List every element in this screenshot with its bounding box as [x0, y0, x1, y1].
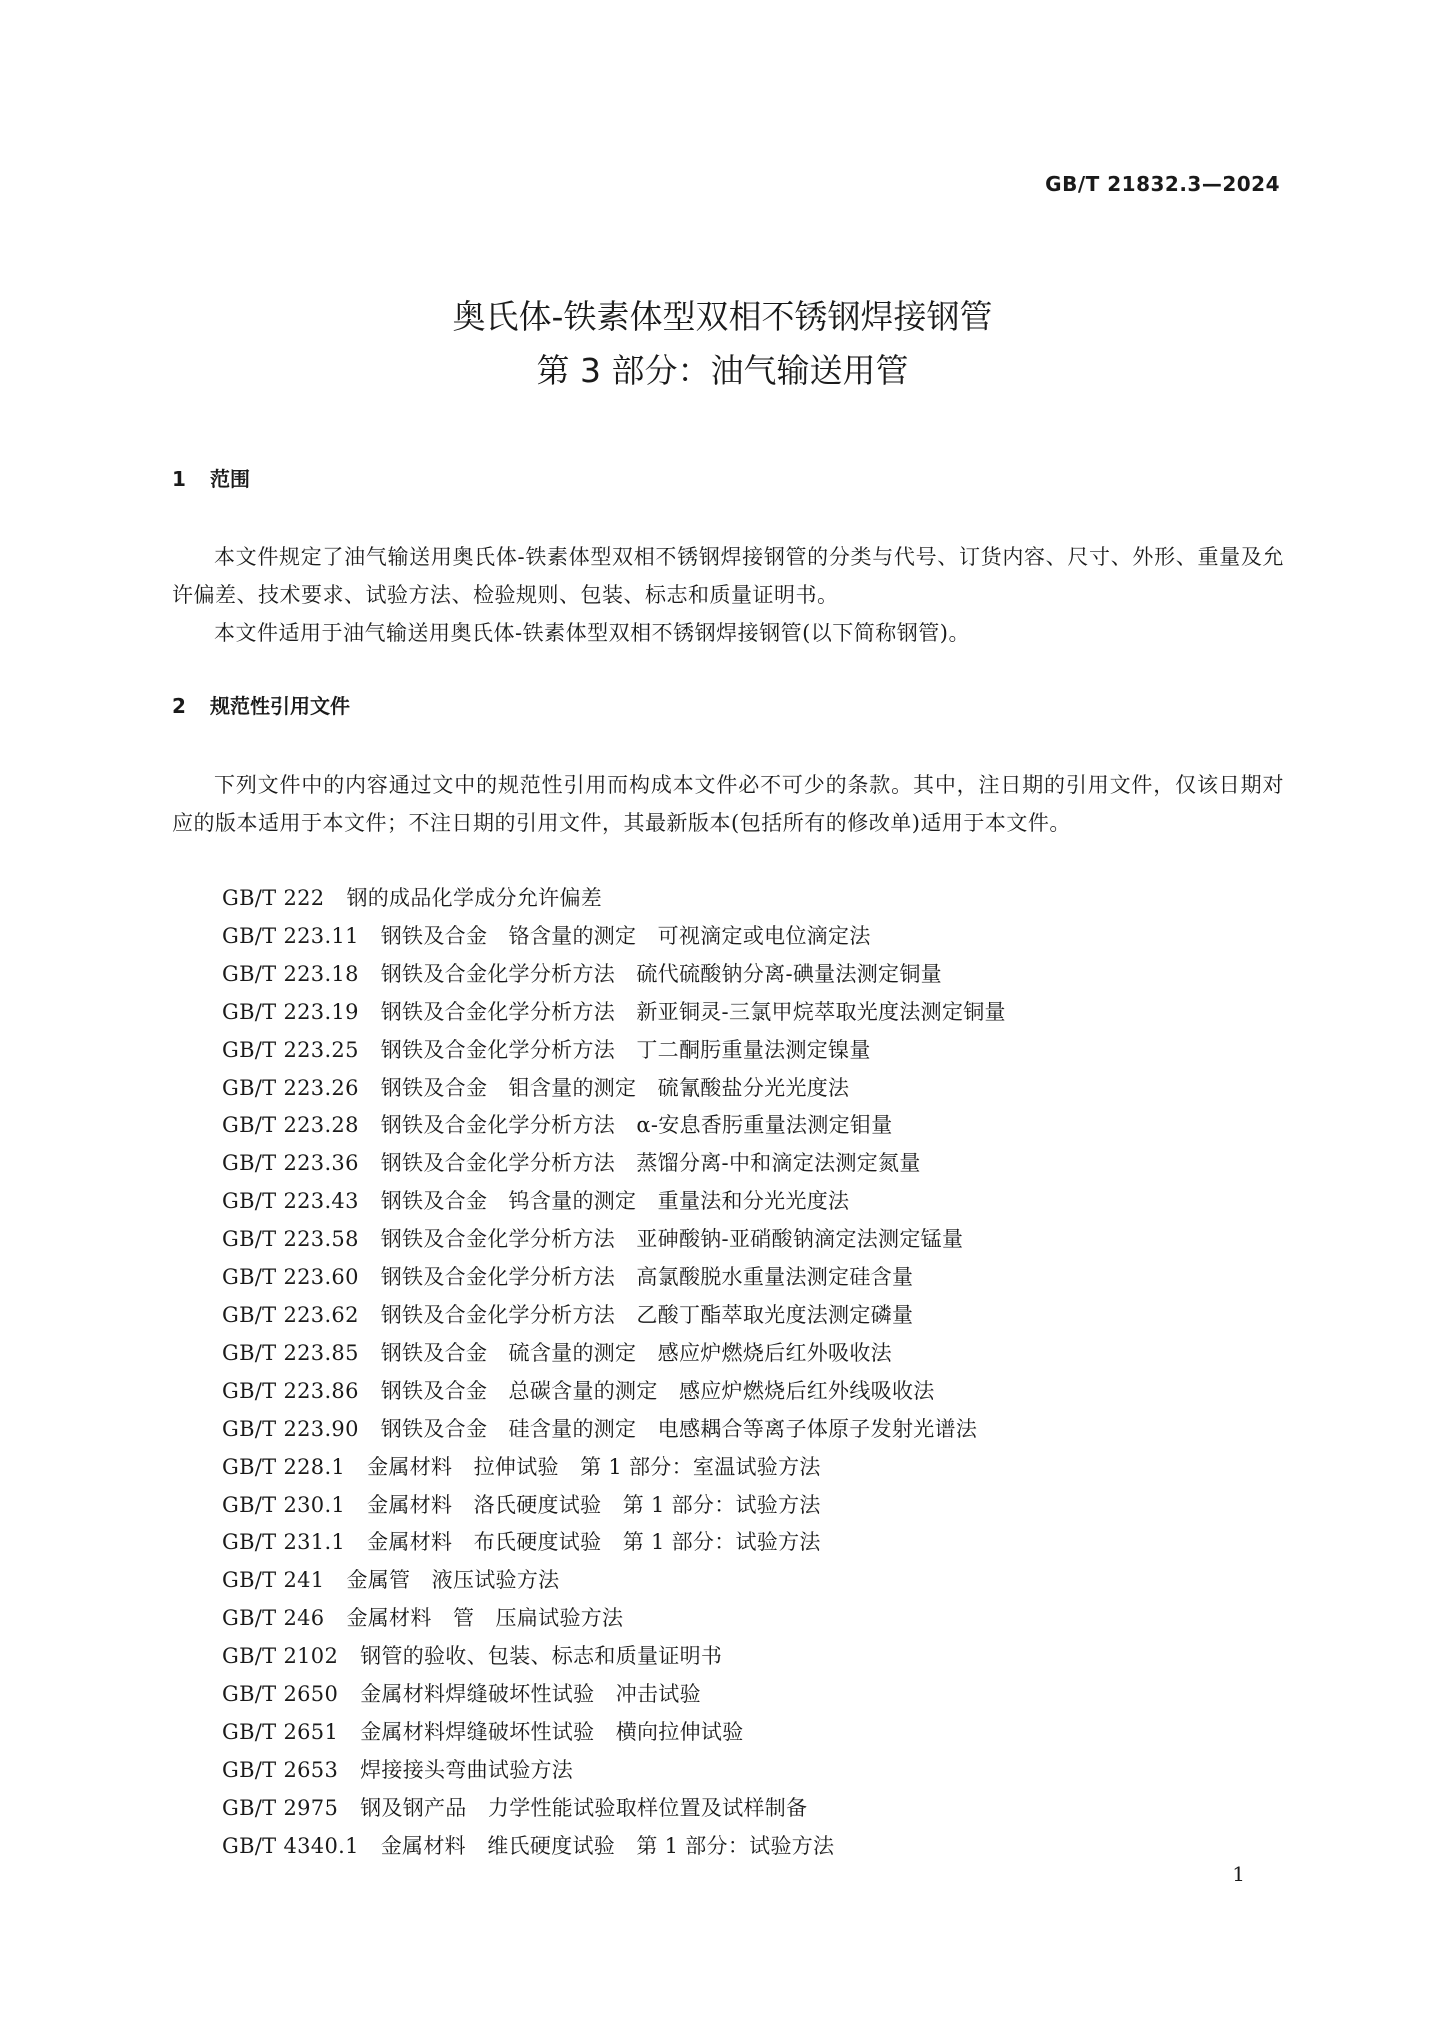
- reference-list: [222, 880, 1006, 1866]
- reference-code: GB/T 246: [222, 1606, 325, 1631]
- reference-title: 钢铁及合金 硅含量的测定 电感耦合等离子体原子发射光谱法: [380, 1416, 978, 1441]
- section-heading-normative-references: [172, 692, 350, 720]
- reference-title: 金属材料 管 压扁试验方法: [346, 1606, 624, 1631]
- reference-title: 金属材料 拉伸试验 第 1 部分：室温试验方法: [367, 1454, 821, 1479]
- reference-item: [222, 1562, 1006, 1600]
- reference-item: [222, 1107, 1006, 1145]
- reference-item: [222, 1676, 1006, 1714]
- reference-item: [222, 1411, 1006, 1449]
- reference-title: 钢管的验收、包装、标志和质量证明书: [360, 1644, 723, 1669]
- section-heading-scope: [172, 465, 250, 493]
- reference-item: [222, 1145, 1006, 1183]
- reference-code: GB/T 223.86: [222, 1378, 359, 1403]
- reference-item: [222, 918, 1006, 956]
- reference-item: [222, 880, 1006, 918]
- reference-code: GB/T 223.18: [222, 961, 359, 986]
- reference-title: 金属材料焊缝破坏性试验 冲击试验: [360, 1682, 701, 1707]
- reference-title: 钢的成品化学成分允许偏差: [346, 886, 603, 910]
- reference-code: GB/T 223.90: [222, 1416, 359, 1441]
- reference-title: 钢铁及合金 钼含量的测定 硫氰酸盐分光光度法: [380, 1075, 850, 1100]
- reference-item: [222, 1032, 1006, 1070]
- section-title: 规范性引用文件: [210, 694, 350, 718]
- reference-title: 钢铁及合金化学分析方法 α-安息香肟重量法测定钼量: [380, 1113, 893, 1138]
- reference-code: GB/T 223.85: [222, 1340, 359, 1365]
- reference-item: [222, 1449, 1006, 1487]
- reference-code: GB/T 241: [222, 1568, 325, 1593]
- reference-code: GB/T 4340.1: [222, 1833, 359, 1858]
- references-intro-paragraph: 下列文件中的内容通过文中的规范性引用而构成本文件必不可少的条款。其中，注日期的引用文件，仅该日期对应的版本适用于本文件；不注日期的引用文件，其最新版本(包括所有的修改单)适用于本文件。: [172, 773, 1284, 835]
- reference-title: 钢铁及合金 硫含量的测定 感应炉燃烧后红外吸收法: [380, 1340, 892, 1365]
- reference-title: 焊接接头弯曲试验方法: [360, 1757, 574, 1782]
- reference-item: [222, 994, 1006, 1032]
- reference-title: 金属材料 洛氏硬度试验 第 1 部分：试验方法: [367, 1492, 821, 1517]
- reference-title: 钢铁及合金化学分析方法 乙酸丁酯萃取光度法测定磷量: [380, 1302, 914, 1327]
- reference-title: 钢铁及合金化学分析方法 高氯酸脱水重量法测定硅含量: [380, 1265, 914, 1290]
- reference-item: [222, 1790, 1006, 1828]
- reference-code: GB/T 223.28: [222, 1113, 359, 1138]
- reference-title: 金属管 液压试验方法: [346, 1568, 560, 1593]
- section-number: 2: [172, 694, 186, 718]
- section-title: 范围: [210, 467, 250, 491]
- reference-item: [222, 956, 1006, 994]
- reference-item: [222, 1259, 1006, 1297]
- reference-title: 钢铁及合金化学分析方法 新亚铜灵-三氯甲烷萃取光度法测定铜量: [380, 999, 1006, 1024]
- reference-code: GB/T 223.58: [222, 1227, 359, 1252]
- reference-code: GB/T 222: [222, 886, 325, 910]
- reference-code: GB/T 223.19: [222, 999, 359, 1024]
- reference-item: [222, 1070, 1006, 1108]
- reference-title: 金属材料 维氏硬度试验 第 1 部分：试验方法: [380, 1833, 835, 1858]
- reference-code: GB/T 223.60: [222, 1265, 359, 1290]
- reference-code: GB/T 223.11: [222, 923, 359, 948]
- reference-code: GB/T 2102: [222, 1644, 339, 1669]
- reference-item: [222, 1183, 1006, 1221]
- document-title-line-2: 第 3 部分：油气输送用管: [536, 351, 909, 390]
- reference-code: GB/T 228.1: [222, 1454, 346, 1479]
- reference-item: [222, 1221, 1006, 1259]
- reference-title: 钢铁及合金 铬含量的测定 可视滴定或电位滴定法: [380, 923, 871, 948]
- reference-item: [222, 1487, 1006, 1525]
- reference-code: GB/T 223.36: [222, 1151, 359, 1176]
- reference-code: GB/T 2650: [222, 1682, 339, 1707]
- reference-title: 钢铁及合金 总碳含量的测定 感应炉燃烧后红外线吸收法: [380, 1378, 935, 1403]
- reference-title: 钢铁及合金 钨含量的测定 重量法和分光光度法: [380, 1189, 850, 1214]
- reference-title: 钢铁及合金化学分析方法 丁二酮肟重量法测定镍量: [380, 1037, 871, 1062]
- reference-title: 金属材料 布氏硬度试验 第 1 部分：试验方法: [367, 1530, 821, 1555]
- reference-code: GB/T 2975: [222, 1795, 339, 1820]
- reference-code: GB/T 2651: [222, 1719, 339, 1744]
- scope-paragraph-2: 本文件适用于油气输送用奥氏体-铁素体型双相不锈钢焊接钢管(以下简称钢管)。: [214, 621, 970, 645]
- reference-code: GB/T 223.43: [222, 1189, 359, 1214]
- reference-item: [222, 1600, 1006, 1638]
- reference-code: GB/T 230.1: [222, 1492, 346, 1517]
- section-number: 1: [172, 467, 186, 491]
- reference-item: [222, 1297, 1006, 1335]
- reference-code: GB/T 223.26: [222, 1075, 359, 1100]
- document-title-line-1: 奥氏体-铁素体型双相不锈钢焊接钢管: [452, 297, 993, 336]
- reference-code: GB/T 231.1: [222, 1530, 346, 1555]
- standard-code: GB/T 21832.3—2024: [1045, 172, 1280, 196]
- reference-title: 钢铁及合金化学分析方法 蒸馏分离-中和滴定法测定氮量: [380, 1151, 921, 1176]
- reference-item: [222, 1373, 1006, 1411]
- reference-item: [222, 1638, 1006, 1676]
- reference-item: [222, 1524, 1006, 1562]
- reference-title: 钢铁及合金化学分析方法 硫代硫酸钠分离-碘量法测定铜量: [380, 961, 942, 986]
- reference-item: [222, 1828, 1006, 1866]
- reference-code: GB/T 2653: [222, 1757, 339, 1782]
- scope-paragraph-1: 本文件规定了油气输送用奥氏体-铁素体型双相不锈钢焊接钢管的分类与代号、订货内容、尺寸、外形、重量及允许偏差、技术要求、试验方法、检验规则、包装、标志和质量证明书。: [172, 545, 1284, 607]
- page-number: 1: [1232, 1862, 1245, 1886]
- reference-title: 钢铁及合金化学分析方法 亚砷酸钠-亚硝酸钠滴定法测定锰量: [380, 1227, 964, 1252]
- reference-item: [222, 1714, 1006, 1752]
- reference-item: [222, 1335, 1006, 1373]
- reference-code: GB/T 223.62: [222, 1302, 359, 1327]
- reference-title: 金属材料焊缝破坏性试验 横向拉伸试验: [360, 1719, 744, 1744]
- reference-code: GB/T 223.25: [222, 1037, 359, 1062]
- reference-title: 钢及钢产品 力学性能试验取样位置及试样制备: [360, 1795, 808, 1820]
- reference-item: [222, 1752, 1006, 1790]
